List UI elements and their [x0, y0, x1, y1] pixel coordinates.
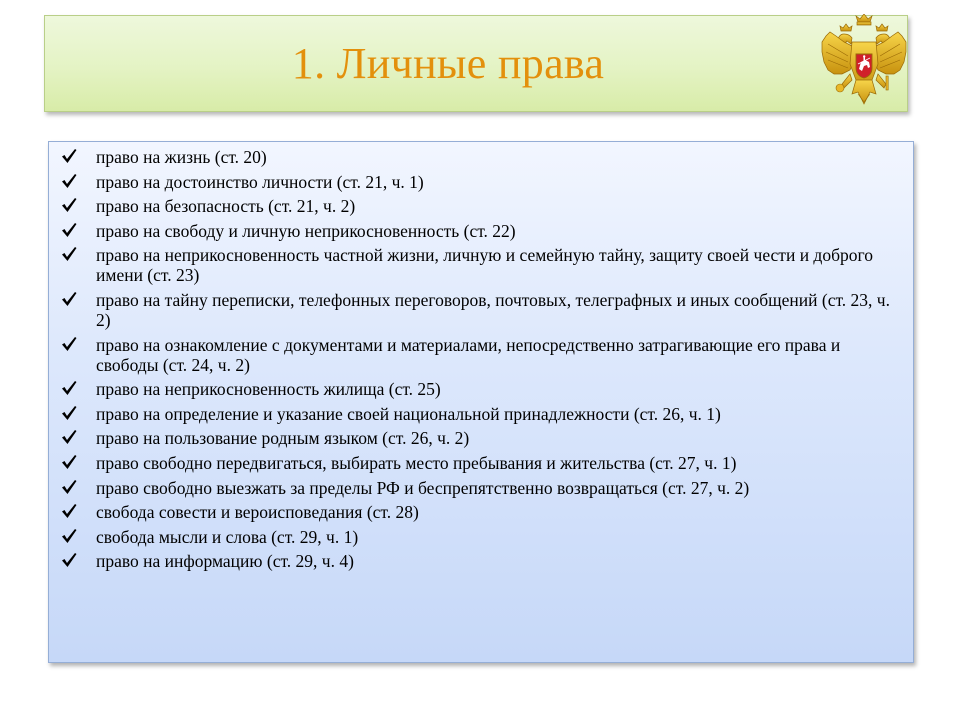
rights-list	[49, 147, 913, 576]
list-item	[49, 527, 913, 547]
checkmark-icon	[60, 404, 78, 422]
checkmark-icon	[60, 335, 78, 353]
checkmark-icon	[60, 147, 78, 165]
list-item-text: свобода совести и вероисповедания (ст. 28)	[96, 502, 419, 523]
list-item	[49, 172, 913, 192]
russian-coat-of-arms-icon	[814, 14, 914, 112]
list-item-text: право на определение и указание своей национальной принадлежности (ст. 26, ч. 1)	[96, 403, 721, 424]
list-item-text: право на ознакомление с документами и материалами, непосредственно затрагивающие его права и свободы (ст. 24, ч. 2)	[96, 334, 841, 375]
list-item-text: право свободно выезжать за пределы РФ и беспрепятственно возвращаться (ст. 27, ч. 2)	[96, 477, 750, 498]
list-item-text: право на тайну переписки, телефонных переговоров, почтовых, телеграфных и иных сообщений (ст. 23, ч. 2)	[96, 289, 890, 330]
list-item-text: право на неприкосновенность частной жизни, личную и семейную тайну, защиту своей чести и доброго имени (ст. 23)	[96, 245, 873, 286]
list-item	[49, 428, 913, 448]
checkmark-icon	[60, 502, 78, 520]
list-item	[49, 502, 913, 522]
list-item	[49, 551, 913, 571]
list-item-text: право на неприкосновенность жилища (ст. 25)	[96, 379, 441, 400]
list-item-text: свобода мысли и слова (ст. 29, ч. 1)	[96, 526, 359, 547]
checkmark-icon	[60, 453, 78, 471]
checkmark-icon	[60, 172, 78, 190]
list-item-text: право свободно передвигаться, выбирать место пребывания и жительства (ст. 27, ч. 1)	[96, 452, 737, 473]
checkmark-icon	[60, 379, 78, 397]
checkmark-icon	[60, 290, 78, 308]
list-item	[49, 221, 913, 241]
rights-panel	[48, 141, 914, 663]
list-item	[49, 379, 913, 399]
list-item-text: право на безопасность (ст. 21, ч. 2)	[96, 196, 356, 217]
list-item	[49, 245, 913, 285]
checkmark-icon	[60, 428, 78, 446]
checkmark-icon	[60, 196, 78, 214]
slide-title: 1. Личные права	[291, 38, 605, 88]
list-item	[49, 147, 913, 167]
list-item	[49, 404, 913, 424]
checkmark-icon	[60, 478, 78, 496]
list-item	[49, 290, 913, 330]
list-item	[49, 478, 913, 498]
title-banner	[44, 15, 908, 112]
list-item-text: право на пользование родным языком (ст. 26, ч. 2)	[96, 428, 470, 449]
checkmark-icon	[60, 551, 78, 569]
list-item	[49, 196, 913, 216]
list-item	[49, 453, 913, 473]
list-item	[49, 335, 913, 375]
checkmark-icon	[60, 221, 78, 239]
checkmark-icon	[60, 527, 78, 545]
list-item-text: право на жизнь (ст. 20)	[96, 147, 267, 167]
checkmark-icon	[60, 245, 78, 263]
list-item-text: право на достоинство личности (ст. 21, ч. 1)	[96, 171, 424, 192]
list-item-text: право на свободу и личную неприкосновенность (ст. 22)	[96, 220, 516, 241]
list-item-text: право на информацию (ст. 29, ч. 4)	[96, 551, 354, 572]
